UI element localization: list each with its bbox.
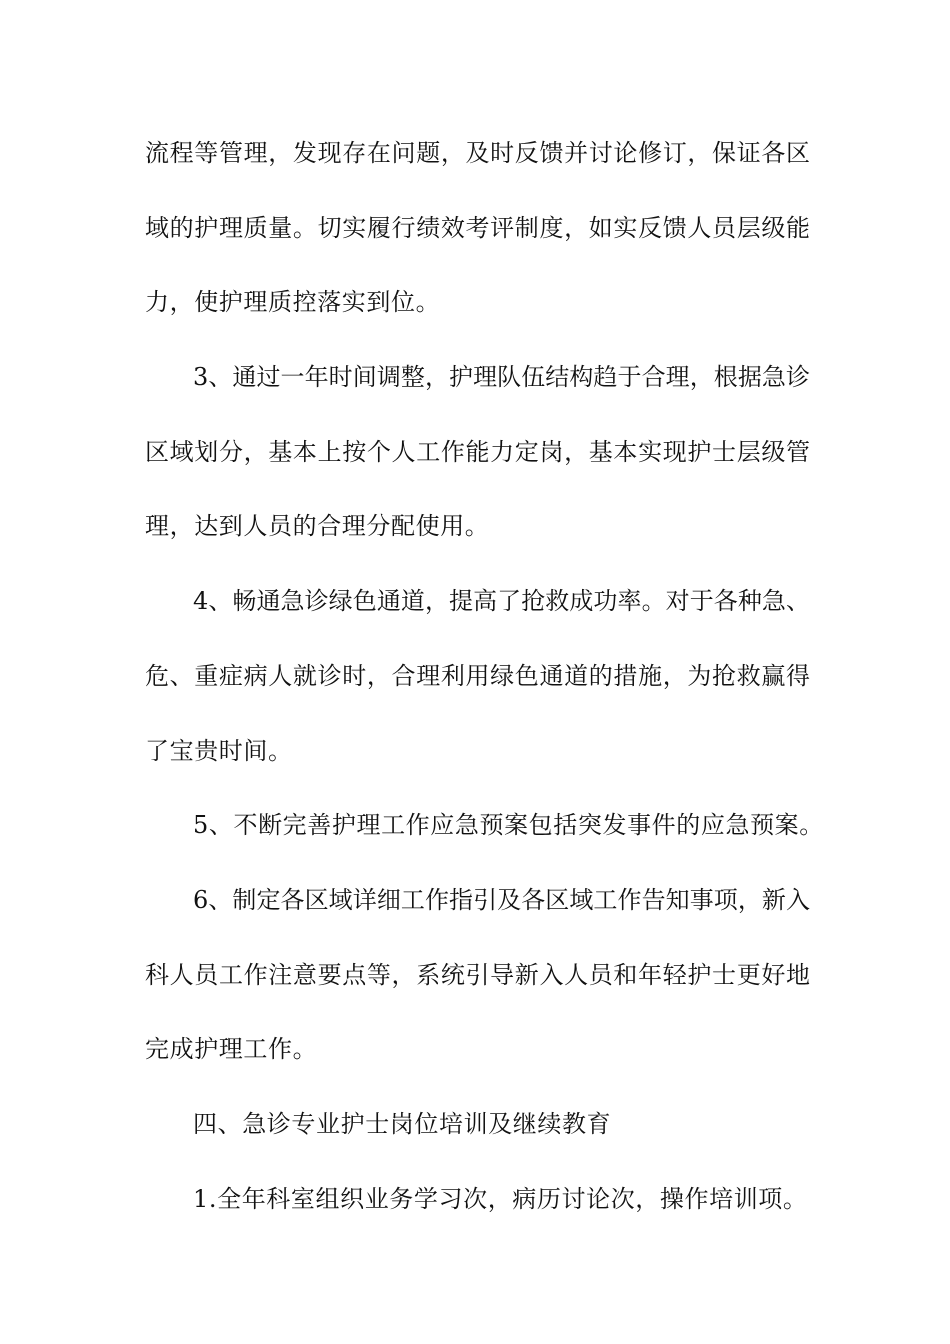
- section-heading: 四、急诊专业护士岗位培训及继续教育: [193, 1109, 612, 1138]
- paragraph-line: 危、重症病人就诊时，合理利用绿色通道的措施，为抢救赢得: [145, 661, 810, 690]
- paragraph-line: 区域划分，基本上按个人工作能力定岗，基本实现护士层级管: [145, 437, 810, 466]
- paragraph-line: 完成护理工作。: [145, 1035, 318, 1064]
- paragraph-line: 了宝贵时间。: [145, 736, 293, 765]
- paragraph-line: 科人员工作注意要点等，系统引导新入人员和年轻护士更好地: [145, 960, 810, 989]
- paragraph-line: 力，使护理质控落实到位。: [145, 288, 441, 317]
- paragraph-line: 理，达到人员的合理分配使用。: [145, 512, 490, 541]
- paragraph-line: 域的护理质量。切实履行绩效考评制度，如实反馈人员层级能: [145, 213, 810, 242]
- paragraph-line: 6、制定各区域详细工作指引及各区域工作告知事项，新入: [193, 885, 810, 914]
- paragraph-line: 5、不断完善护理工作应急预案包括突发事件的应急预案。: [193, 811, 824, 840]
- document-body: [145, 116, 824, 1236]
- paragraph-line: 1.全年科室组织业务学习次，病历讨论次，操作培训项。: [193, 1184, 808, 1213]
- paragraph-line: 3、通过一年时间调整，护理队伍结构趋于合理，根据急诊: [193, 363, 810, 392]
- paragraph-line: 流程等管理，发现存在问题，及时反馈并讨论修订，保证各区: [145, 139, 810, 167]
- paragraph-line: 4、畅通急诊绿色通道，提高了抢救成功率。对于各种急、: [193, 587, 810, 616]
